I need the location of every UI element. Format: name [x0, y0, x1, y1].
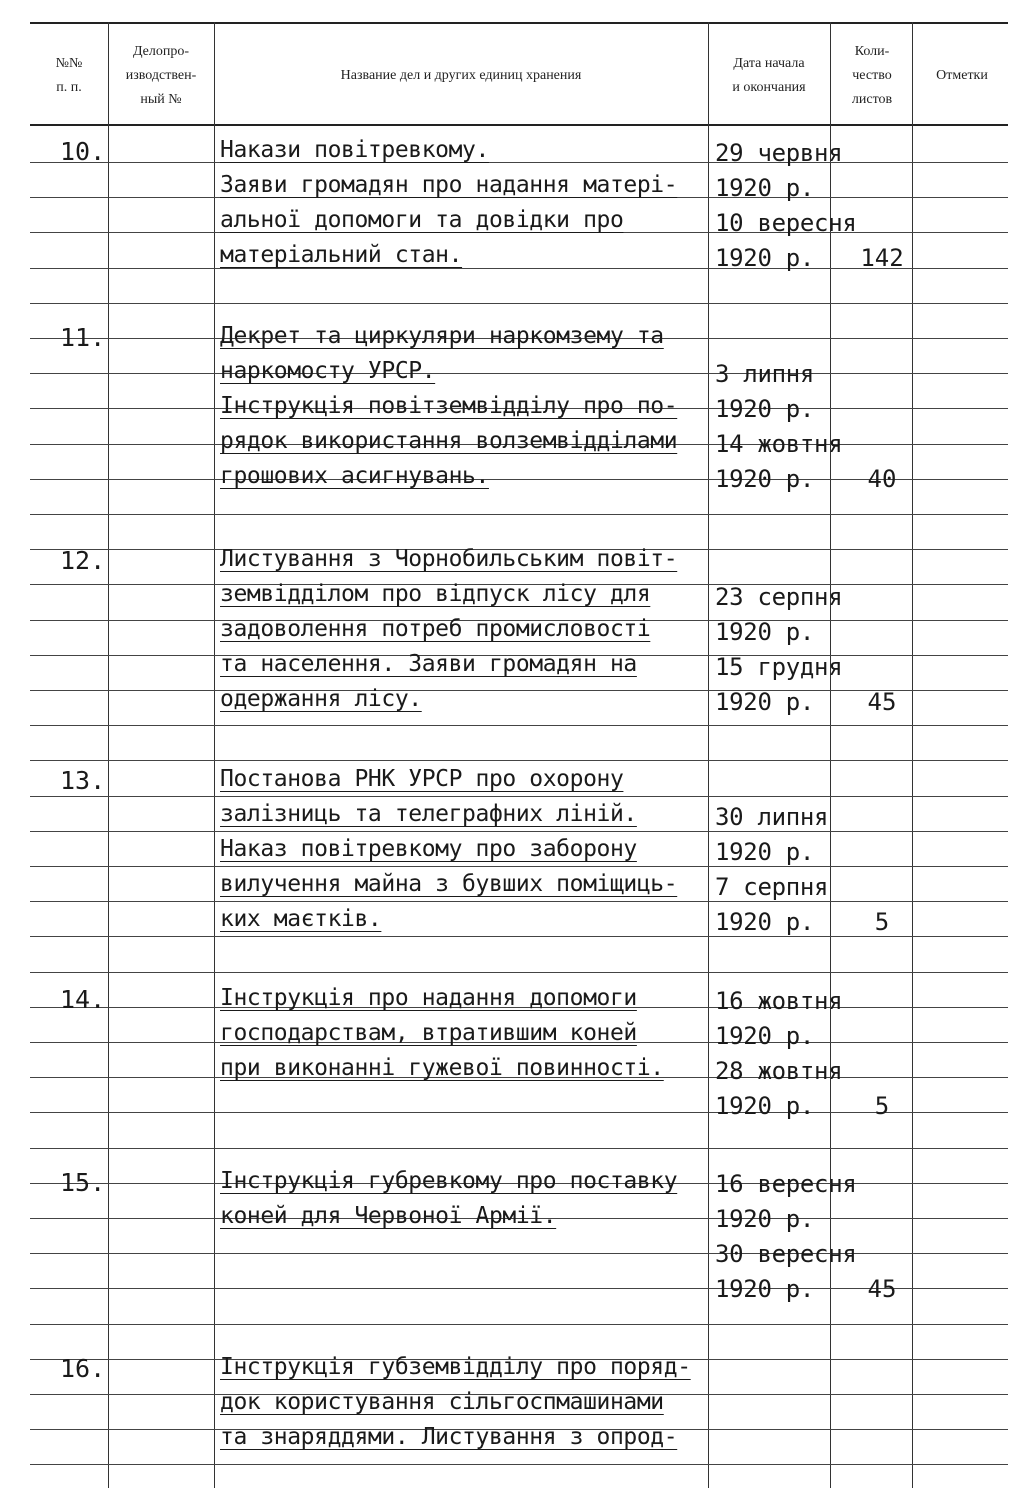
entry-date: 28 жовтня: [715, 1057, 843, 1085]
entry-number: 15.: [60, 1168, 106, 1197]
column-divider: [912, 22, 913, 1488]
header-bottom-rule: [30, 124, 1008, 126]
entry-title-line: задоволення потреб промисловості: [220, 616, 651, 642]
ruled-line: [30, 725, 1008, 726]
ruled-line: [30, 1253, 1008, 1254]
entry-title-line: грошових асигнувань.: [220, 463, 489, 489]
entry-date: 1920 р.: [715, 244, 815, 272]
entry-sheet-count: 142: [860, 244, 904, 272]
entry-title-line: Постанова РНК УРСР про охорону: [220, 766, 624, 792]
entry-date: 10 вересня: [715, 209, 857, 237]
ruled-line: [30, 972, 1008, 973]
header-col-office-number: Делопро- изводствен- ный №: [125, 44, 197, 107]
entry-sheet-count: 5: [874, 908, 890, 936]
entry-date: 1920 р.: [715, 618, 815, 646]
entry-date: 1920 р.: [715, 688, 815, 716]
entry-title-line: Накази повітревкому.: [220, 137, 489, 163]
entry-date: 23 серпня: [715, 583, 843, 611]
ruled-line: [30, 901, 1008, 902]
entry-date: 7 серпня: [715, 873, 829, 901]
entry-sheet-count: 40: [867, 465, 897, 493]
ruled-line: [30, 514, 1008, 515]
entry-date: 1920 р.: [715, 1275, 815, 1303]
header-col-count: Коли- чество листов: [851, 44, 893, 107]
ruled-line: [30, 162, 1008, 163]
entry-date: 1920 р.: [715, 465, 815, 493]
column-divider: [214, 22, 215, 1488]
ruled-line: [30, 1464, 1008, 1465]
entry-date: 1920 р.: [715, 1022, 815, 1050]
entry-title-line: одержання лісу.: [220, 686, 422, 712]
header-col-title: Название дел и других единиц хранения: [340, 68, 582, 83]
column-divider: [830, 22, 831, 1488]
entry-date: 14 жовтня: [715, 430, 843, 458]
entry-number: 10.: [60, 137, 106, 166]
ruled-line: [30, 760, 1008, 761]
entry-title-line: коней для Червоної Армії.: [220, 1203, 557, 1229]
ruled-line: [30, 1324, 1008, 1325]
entry-title-line: та населення. Заяви громадян на: [220, 651, 637, 677]
entry-date: 16 жовтня: [715, 987, 843, 1015]
entry-title-line: та знаряддями. Листування з опрод-: [220, 1424, 678, 1450]
entry-date: 1920 р.: [715, 1092, 815, 1120]
entry-date: 16 вересня: [715, 1170, 857, 1198]
entry-date: 3 липня: [715, 360, 815, 388]
header-col-notes: Отметки: [936, 68, 988, 83]
entry-number: 13.: [60, 766, 106, 795]
entry-title-line: Наказ повітревкому про заборону: [220, 836, 637, 862]
entry-date: 15 грудня: [715, 653, 843, 681]
entry-title-line: Листування з Чорнобильським повіт-: [220, 546, 678, 572]
entry-sheet-count: 45: [867, 1275, 897, 1303]
entry-number: 16.: [60, 1354, 106, 1383]
header-col-number: №№ п. п.: [55, 56, 83, 95]
entry-title-line: матеріальний стан.: [220, 242, 463, 268]
entry-date: 1920 р.: [715, 174, 815, 202]
entry-number: 11.: [60, 323, 106, 352]
entry-number: 14.: [60, 985, 106, 1014]
ruled-line: [30, 1148, 1008, 1149]
header-col-dates: Дата начала и окончания: [732, 56, 806, 95]
ruled-line: [30, 373, 1008, 374]
entry-date: 1920 р.: [715, 395, 815, 423]
entry-title-line: наркомосту УРСР.: [220, 358, 436, 384]
entry-title-line: Декрет та циркуляри наркомзему та: [220, 323, 664, 349]
entry-title-line: Інструкція повітземвідділу про по-: [220, 393, 678, 419]
entry-date: 1920 р.: [715, 1205, 815, 1233]
entry-number: 12.: [60, 546, 106, 575]
entry-title-line: Інструкція губземвідділу про поряд-: [220, 1354, 691, 1380]
entry-sheet-count: 5: [874, 1092, 890, 1120]
entry-date: 30 липня: [715, 803, 829, 831]
table-top-rule: [30, 22, 1008, 24]
entry-title-line: Інструкція губревкому про поставку: [220, 1168, 678, 1194]
entry-title-line: док користування сільгоспмашинами: [220, 1389, 664, 1415]
column-divider: [708, 22, 709, 1488]
entry-date: 1920 р.: [715, 838, 815, 866]
entry-title-line: Інструкція про надання допомоги: [220, 985, 637, 1011]
entry-title-line: альної допомоги та довідки про: [220, 207, 624, 233]
ruled-line: [30, 936, 1008, 937]
ruled-line: [30, 303, 1008, 304]
ruled-line: [30, 796, 1008, 797]
entry-title-line: рядок використання волземвідділами: [220, 428, 678, 454]
column-divider: [108, 22, 109, 1488]
entry-date: 1920 р.: [715, 908, 815, 936]
entry-title-line: при виконанні гужевої повинності.: [220, 1055, 664, 1081]
entry-title-line: Заяви громадян про надання матері-: [220, 172, 678, 198]
entry-sheet-count: 45: [867, 688, 897, 716]
entry-title-line: ких маєтків.: [220, 906, 382, 932]
entry-title-line: господарствам, втратившим коней: [220, 1020, 637, 1046]
entry-title-line: земвідділом про відпуск лісу для: [220, 581, 651, 607]
entry-date: 29 червня: [715, 139, 843, 167]
entry-title-line: залізниць та телеграфних ліній.: [220, 801, 637, 827]
entry-date: 30 вересня: [715, 1240, 857, 1268]
ruled-line: [30, 831, 1008, 832]
entry-title-line: вилучення майна з бувших поміщиць-: [220, 871, 678, 897]
ruled-line: [30, 866, 1008, 867]
